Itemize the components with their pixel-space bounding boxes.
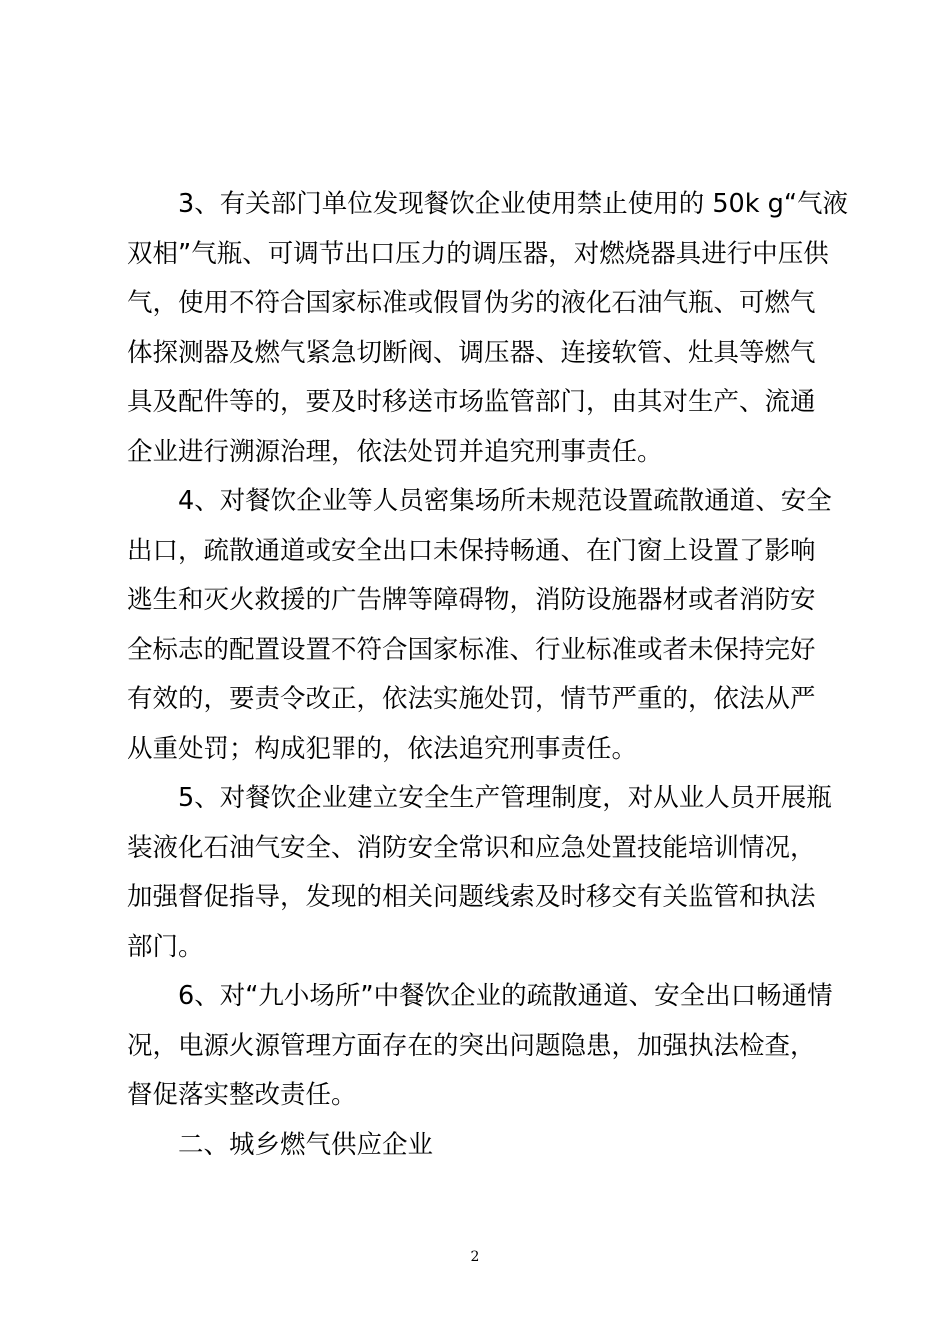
document-body [127,180,849,1170]
text-line: 部门。 [127,931,204,962]
page-number: 2 [470,1249,480,1265]
text-line: 全标志的配置设置不符合国家标准、行业标准或者未保持完好 [127,634,816,665]
paragraph-item-5 [127,774,831,972]
text-line: 装液化石油气安全、消防安全常识和应急处置技能培训情况， [127,832,816,863]
text-line: 气，使用不符合国家标准或假冒伪劣的液化石油气瓶、可燃气 [127,288,816,318]
section-heading [127,1121,831,1171]
text-line: 3、有关部门单位发现餐饮企业使用禁止使用的 50k g“气液 [178,189,849,219]
paragraph-item-6 [127,972,831,1121]
text-line: 双相”气瓶、可调节出口压力的调压器，对燃烧器具进行中压供 [127,238,829,269]
text-line: 督促落实整改责任。 [127,1080,357,1110]
paragraph-item-4 [127,477,831,774]
text-line: 有效的，要责令改正，依法实施处罚，情节严重的，依法从严 [127,684,816,714]
text-line: 逃生和灭火救援的广告牌等障碍物，消防设施器材或者消防安 [127,585,816,615]
text-line: 企业进行溯源治理，依法处罚并追究刑事责任。 [127,436,663,467]
text-line: 出口，疏散通道或安全出口未保持畅通、在门窗上设置了影响 [127,535,816,566]
text-line: 4、对餐饮企业等人员密集场所未规范设置疏散通道、安全 [178,486,832,516]
text-line: 具及配件等的，要及时移送市场监管部门，由其对生产、流通 [127,387,816,417]
section-heading-text: 二、城乡燃气供应企业 [178,1129,434,1160]
text-line: 5、对餐饮企业建立安全生产管理制度，对从业人员开展瓶 [178,783,832,813]
text-line: 6、对“九小场所”中餐饮企业的疏散通道、安全出口畅通情 [178,981,833,1011]
text-line: 体探测器及燃气紧急切断阀、调压器、连接软管、灶具等燃气 [127,337,816,368]
text-line: 加强督促指导，发现的相关问题线索及时移交有关监管和执法 [127,882,816,912]
text-line: 况，电源火源管理方面存在的突出问题隐患，加强执法检查， [127,1030,816,1061]
text-line: 从重处罚；构成犯罪的，依法追究刑事责任。 [127,733,638,764]
paragraph-item-3 [127,180,849,477]
